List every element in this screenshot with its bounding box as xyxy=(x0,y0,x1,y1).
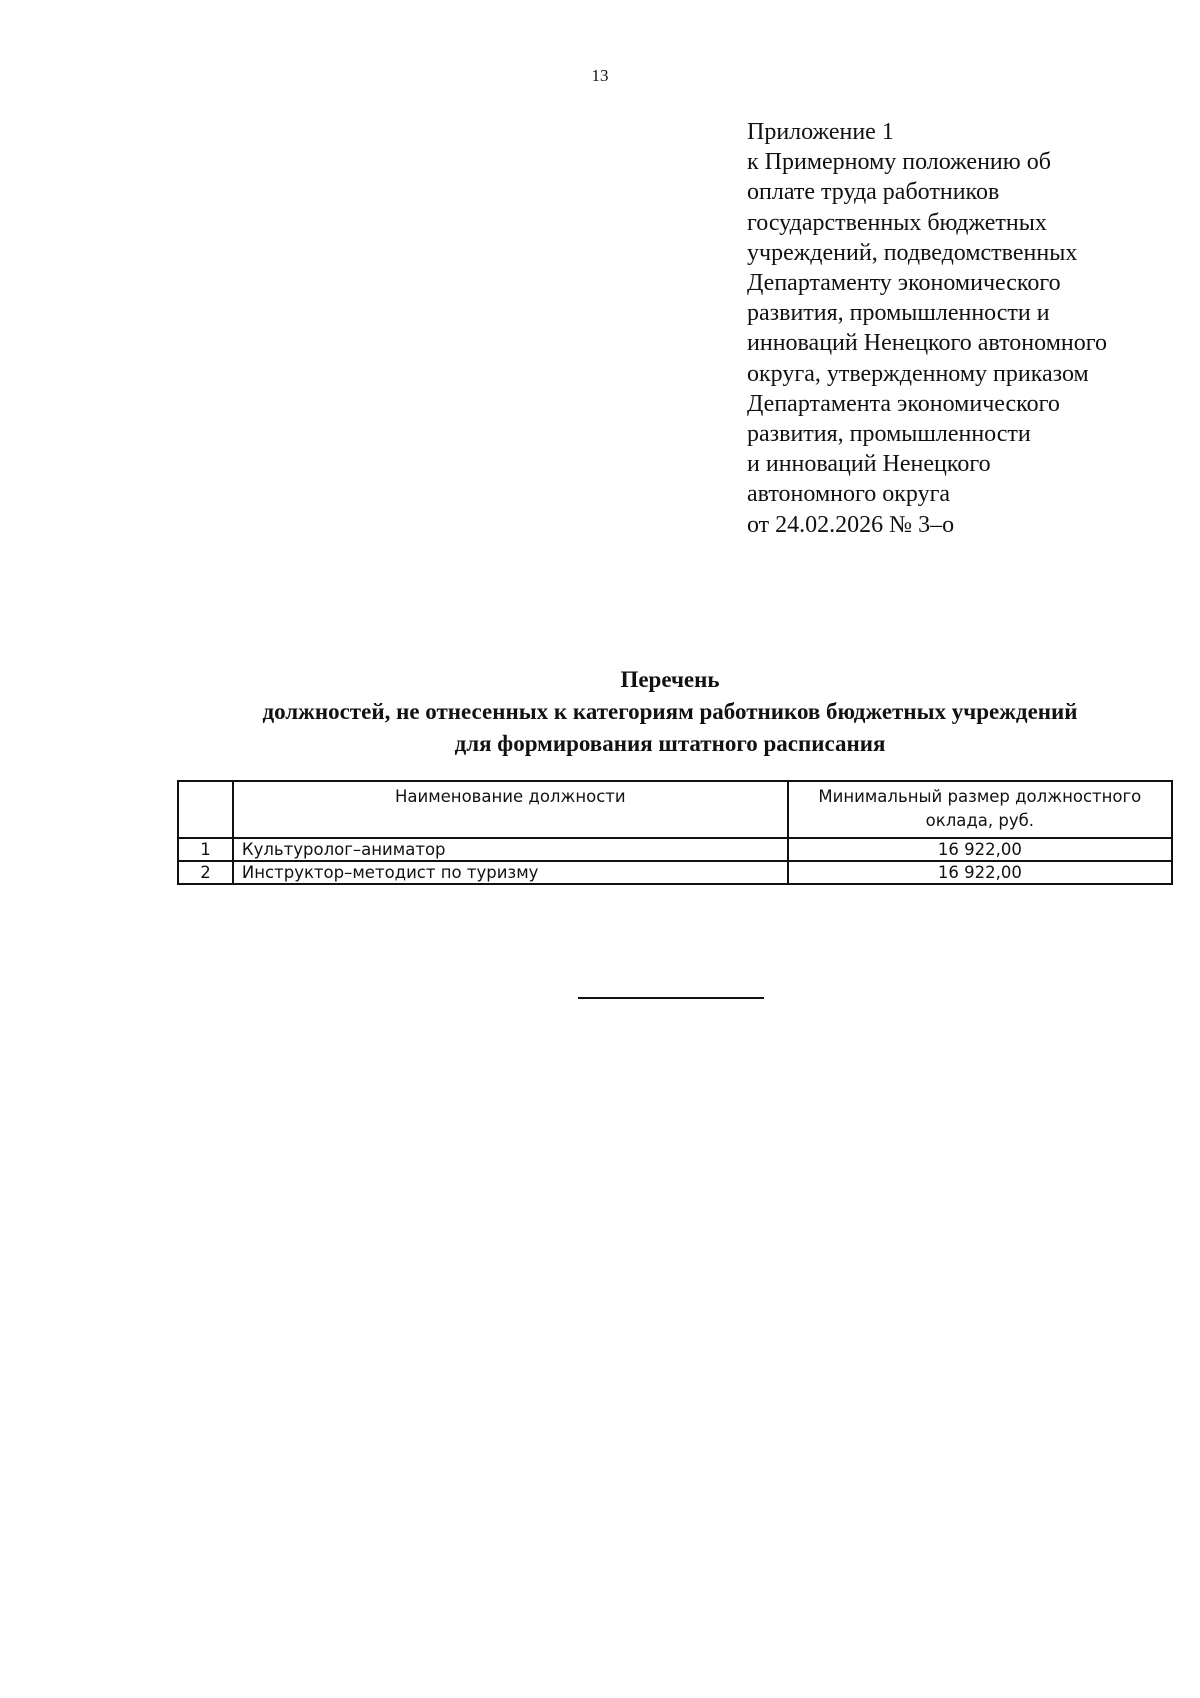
appendix-line: от 24.02.2026 № 3–о xyxy=(747,511,955,538)
table-row xyxy=(178,838,1172,861)
appendix-line: инноваций Ненецкого автономного xyxy=(747,330,1107,357)
appendix-line: развития, промышленности и xyxy=(747,300,1050,327)
table-row xyxy=(178,861,1172,884)
appendix-line: учреждений, подведомственных xyxy=(747,239,1078,266)
row-position-name: Инструктор–методист по туризму xyxy=(233,861,788,884)
row-min-salary: 16 922,00 xyxy=(788,861,1172,884)
appendix-line: государственных бюджетных xyxy=(747,209,1047,236)
appendix-line: Департамента экономического xyxy=(747,390,1060,417)
table-header-row xyxy=(178,781,1172,838)
row-number: 2 xyxy=(178,861,233,884)
document-heading xyxy=(160,664,1180,760)
positions-table xyxy=(177,780,1173,885)
row-position-name: Культуролог–аниматор xyxy=(233,838,788,861)
appendix-line: развития, промышленности xyxy=(747,421,1031,448)
heading-subtitle: должностей, не отнесенных к категориям работников бюджетных учреждений xyxy=(262,699,1078,724)
header-position-name: Наименование должности xyxy=(233,781,788,838)
appendix-line: автономного округа xyxy=(747,481,951,508)
header-number xyxy=(178,781,233,838)
appendix-line: и инноваций Ненецкого xyxy=(747,451,991,478)
appendix-line: к Примерному положению об xyxy=(747,149,1051,176)
row-min-salary: 16 922,00 xyxy=(788,838,1172,861)
appendix-line: Департаменту экономического xyxy=(747,270,1061,297)
header-min-salary: Минимальный размер должностного оклада, руб. xyxy=(788,781,1172,838)
appendix-block xyxy=(747,117,1187,540)
appendix-line: округа, утвержденному приказом xyxy=(747,360,1089,387)
appendix-line: Приложение 1 xyxy=(747,119,894,145)
heading-title: Перечень xyxy=(620,667,720,692)
page-number: 13 xyxy=(591,66,609,85)
heading-subtitle-continued: для формирования штатного расписания xyxy=(454,731,886,756)
closing-divider xyxy=(578,997,764,999)
appendix-line: оплате труда работников xyxy=(747,179,1000,206)
row-number: 1 xyxy=(178,838,233,861)
